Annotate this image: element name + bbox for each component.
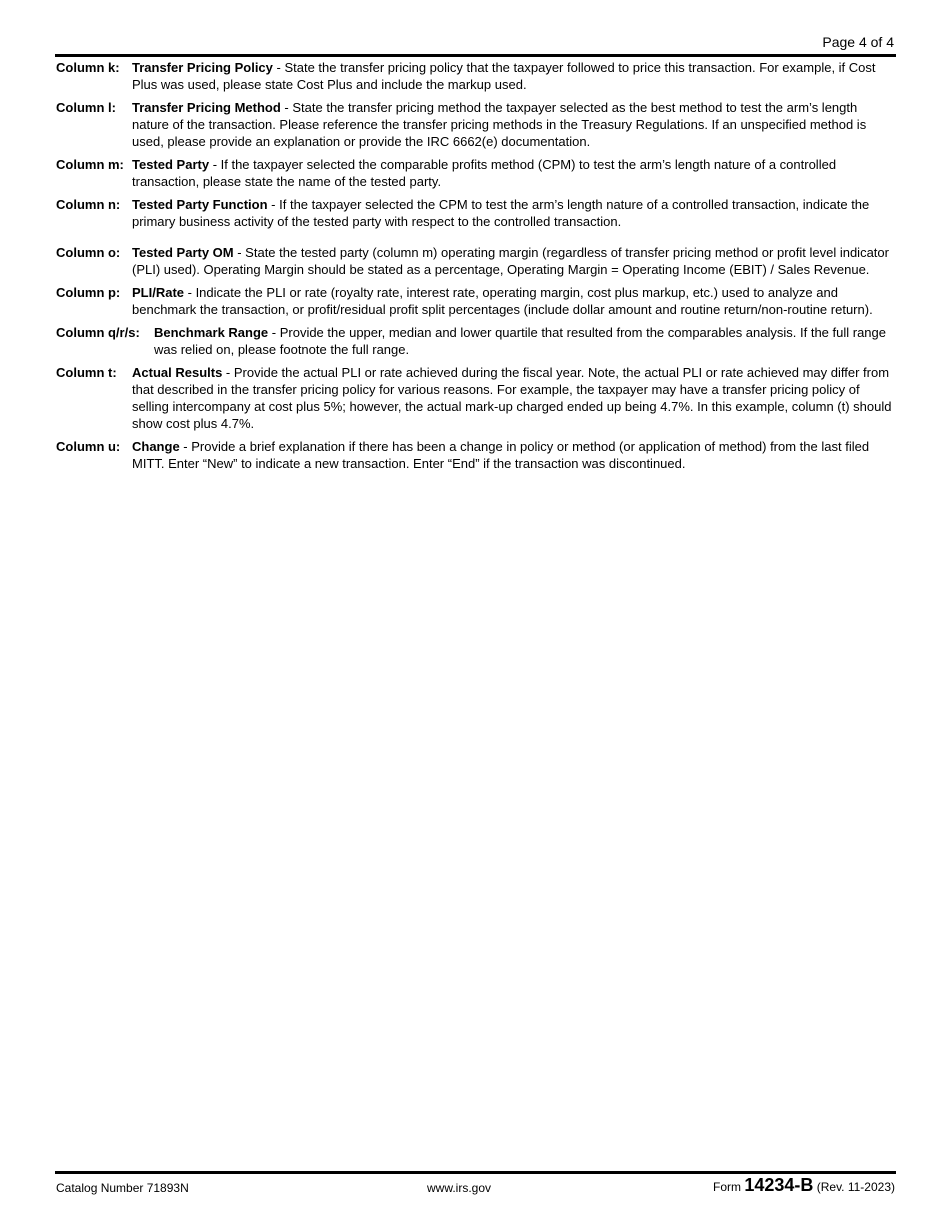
form-revision: (Rev. 11-2023): [816, 1180, 895, 1194]
column-label: Column m:: [56, 157, 124, 172]
page-footer: [56, 1175, 895, 1198]
column-description: - Provide a brief explanation if there has been a change in policy or method (or application of method) from the last filed MITT. Enter “New” to indicate a new transaction. Enter “End” if the transaction was discontinued.: [132, 439, 870, 471]
column-term: Tested Party Function: [132, 197, 268, 212]
column-label: Column n:: [56, 197, 121, 212]
page-number: Page 4 of 4: [822, 34, 894, 50]
column-term: Benchmark Range: [154, 325, 269, 340]
column-description: - If the taxpayer selected the comparable profits method (CPM) to test the arm’s length nature of a controlled transaction, please state the name of the tested party.: [132, 157, 837, 189]
column-description: - Provide the upper, median and lower quartile that resulted from the comparables analysis. If the full range was relied on, please footnote the full range.: [154, 325, 886, 357]
bottom-divider: [55, 1171, 896, 1174]
column-label: Column p:: [56, 285, 121, 300]
column-n-entry: [56, 196, 896, 230]
column-term: Tested Party OM: [132, 245, 234, 260]
catalog-number: Catalog Number 71893N: [56, 1181, 189, 1195]
form-identifier: [713, 1176, 895, 1196]
column-label: Column o:: [56, 245, 121, 260]
column-description: - Provide the actual PLI or rate achieved during the fiscal year. Note, the actual PLI or rate achieved may differ from that described in the transfer pricing policy for various reasons. For example, the taxpayer may have a transfer pricing policy of selling intercompany at cost plus 5%; however, the actual mark-up charged ended up being 4.7%. In this example, column (t) should show cost plus 4.7%.: [132, 365, 892, 431]
column-label: Column q/r/s:: [56, 325, 140, 340]
column-label: Column l:: [56, 100, 116, 115]
column-description: - If the taxpayer selected the CPM to test the arm’s length nature of a controlled transaction, indicate the primary business activity of the tested party with respect to the controlled transaction.: [132, 197, 870, 229]
form-number: 14234-B: [744, 1175, 814, 1195]
top-divider: [55, 54, 896, 57]
column-term: Transfer Pricing Method: [132, 100, 281, 115]
column-k-entry: [56, 59, 896, 93]
column-description: - State the tested party (column m) operating margin (regardless of transfer pricing method or profit level indicator (PLI) used). Operating Margin should be stated as a percentage, Operating Margin = Operating Income (EBIT) / Sales Revenue.: [132, 245, 889, 277]
column-description: - Indicate the PLI or rate (royalty rate, interest rate, operating margin, cost plus markup, etc.) used to analyze and benchmark the transaction, or profit/residual profit split percentages (include dollar amount and routine return/non-routine return).: [132, 285, 873, 317]
column-p-entry: [56, 284, 896, 318]
column-u-entry: [56, 438, 896, 472]
column-qrs-entry: [56, 324, 896, 358]
column-t-entry: [56, 364, 896, 432]
website-link: www.irs.gov: [427, 1181, 492, 1195]
form-prefix: Form: [713, 1180, 741, 1194]
column-term: Transfer Pricing Policy: [132, 60, 273, 75]
column-label: Column u:: [56, 439, 121, 454]
column-term: Actual Results: [132, 365, 223, 380]
column-l-entry: [56, 99, 896, 150]
column-description: - State the transfer pricing policy that the taxpayer followed to price this transaction. For example, if Cost Plus was used, please state Cost Plus and include the markup used.: [132, 60, 876, 92]
column-term: Tested Party: [132, 157, 210, 172]
column-o-entry: [56, 244, 896, 278]
column-term: PLI/Rate: [132, 285, 185, 300]
column-label: Column t:: [56, 365, 117, 380]
column-label: Column k:: [56, 60, 120, 75]
column-description: - State the transfer pricing method the taxpayer selected as the best method to test the arm’s length nature of the transaction. Please reference the transfer pricing methods in the Treasury Regulations. If an unspecified method is used, please provide an explanation or provide the IRC 6662(e) documentation.: [132, 100, 867, 149]
column-m-entry: [56, 156, 896, 190]
column-term: Change: [132, 439, 180, 454]
instructions-body: [56, 58, 896, 472]
